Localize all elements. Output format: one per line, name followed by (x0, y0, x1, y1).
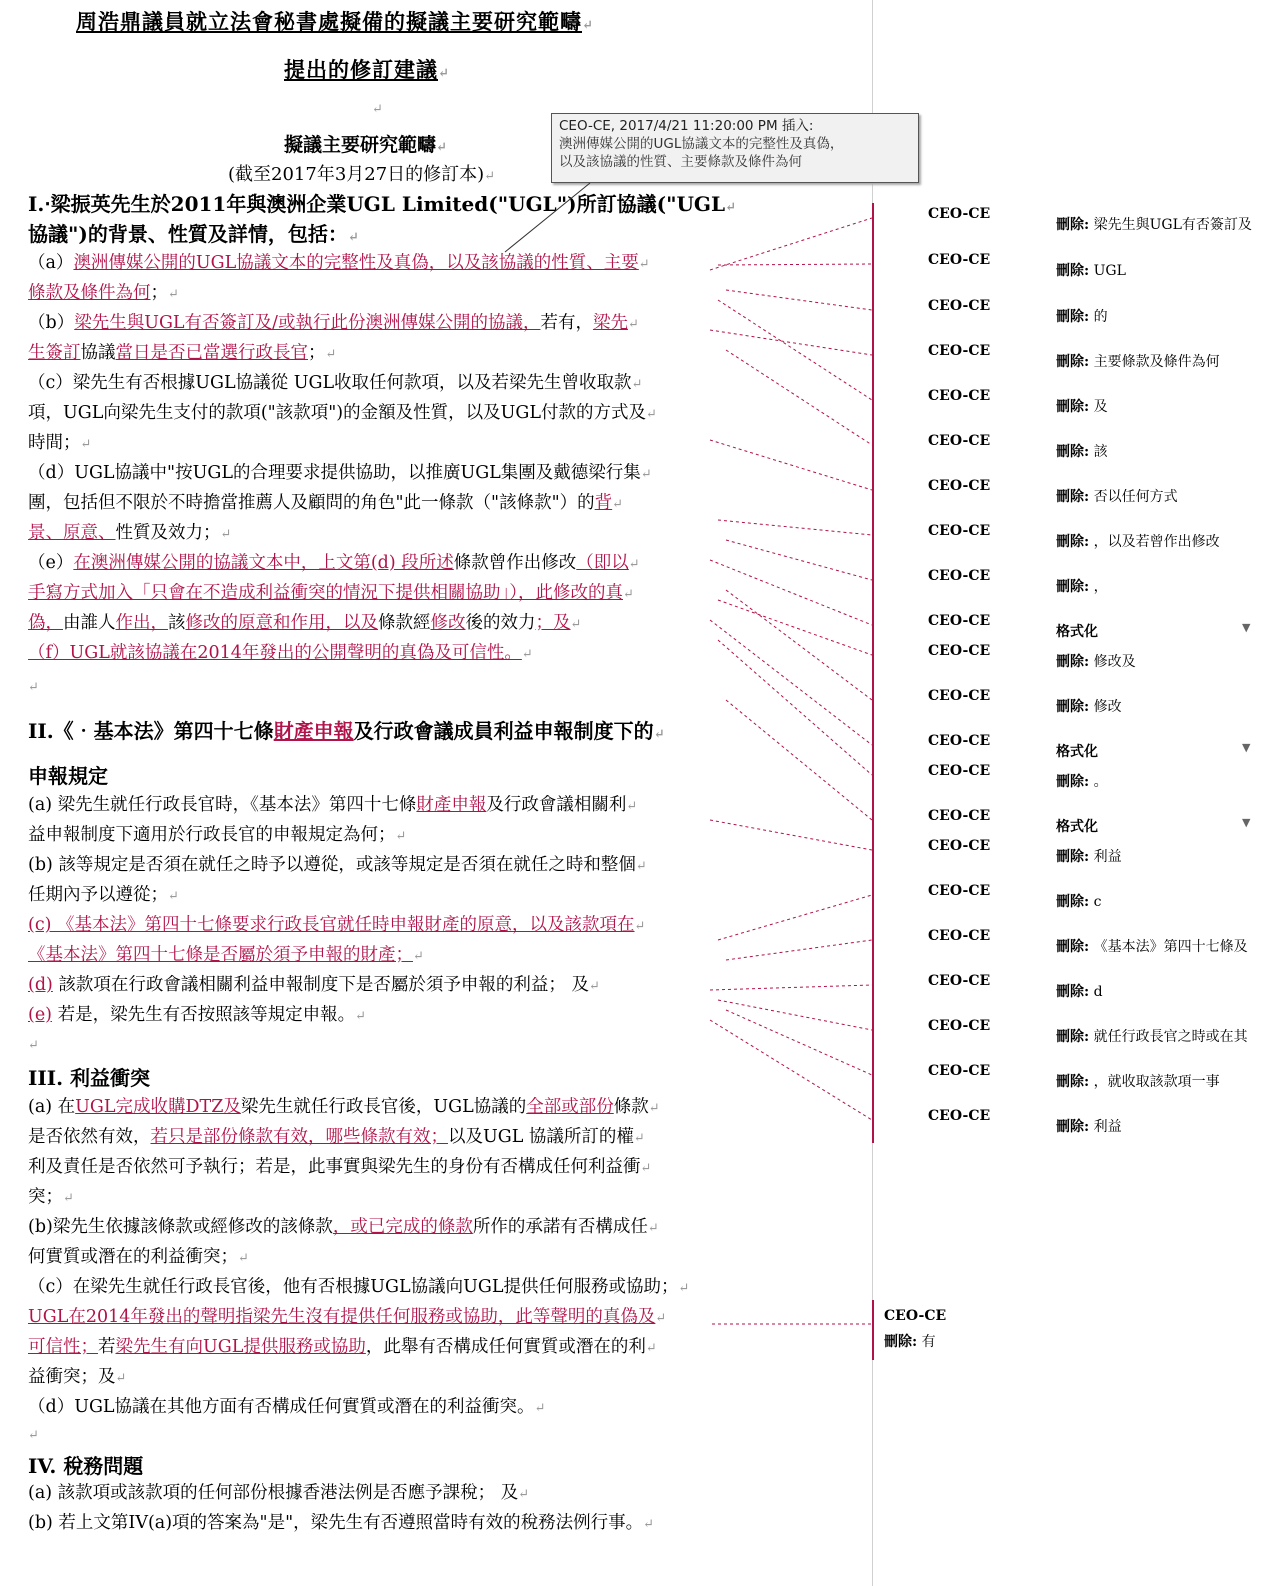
comment-leader-line (710, 330, 872, 355)
comment-author[interactable]: CEO-CE (928, 973, 991, 989)
text-run: ； (308, 343, 326, 363)
paragraph-mark: ↵ (612, 497, 624, 512)
comment-leader-line (710, 218, 872, 270)
text-run: 條款曾作出修改 (453, 553, 577, 573)
comment-author[interactable]: CEO-CE (928, 928, 991, 944)
text-run: 是否依然有效， (28, 1127, 151, 1147)
paragraph-mark: ↵ (521, 647, 533, 662)
paragraph-mark: ↵ (653, 727, 665, 742)
text-run: 該 (168, 613, 186, 633)
text-run: (b) 該等規定是否須在就任之時予以遵從，或該等規定是否須在就任之時和整個 (28, 855, 636, 875)
comment-text: 該 (1089, 444, 1108, 460)
inserted-text: 修改的原意和作用，以及 (185, 613, 378, 633)
text-run: 任期內予以遵從； (28, 885, 168, 905)
paragraph-mark: ↵ (168, 287, 179, 302)
paragraph-mark: ↵ (570, 617, 582, 632)
text-run: 後的效力 (465, 613, 536, 633)
paragraph-mark: ↵ (347, 230, 359, 245)
text-run: （b） (28, 313, 75, 333)
inserted-text: （f）UGL就該協議在2014年發出的公開聲明的真偽及可信性。 (28, 643, 522, 663)
expand-chevron-icon[interactable]: ▼ (1242, 741, 1251, 754)
comment-author[interactable]: CEO-CE (928, 613, 991, 629)
paragraph-mark: ↵ (626, 799, 638, 814)
inserted-text: UGL在2014年發出的聲明指梁先生沒有提供任何服務或協助，此等聲明的真偽及 (28, 1307, 656, 1327)
comment-text: 利益 (1089, 1119, 1122, 1135)
inserted-text: (c) 《基本法》第四十七條要求行政長官就任時申報財產的原意，以及該款項在 (28, 915, 635, 935)
text-run: 協議")的背景、性質及詳情，包括： (28, 222, 348, 246)
inserted-text: 作出， (115, 613, 168, 633)
comment-author[interactable]: CEO-CE (928, 1108, 991, 1124)
comment-text: ，以及若曾作出修改 (1089, 534, 1220, 550)
paragraph-mark: ↵ (643, 1517, 655, 1532)
expand-chevron-icon[interactable]: ▼ (1242, 621, 1251, 634)
paragraph-mark: ↵ (28, 680, 39, 695)
paragraph-mark: ↵ (635, 859, 647, 874)
comment-text: 梁先生與UGL有否簽訂及 (1089, 217, 1252, 233)
comment-author[interactable]: CEO-CE (928, 433, 991, 449)
inserted-text: 梁先生與UGL有否簽訂及/或執行此份澳洲傳媒公開的協議， (74, 313, 541, 333)
comment-label: 格式化 (1056, 624, 1098, 640)
text-run: 所作的承諾有否構成任 (472, 1217, 648, 1237)
inserted-text: UGL完成收購DTZ及 (75, 1097, 241, 1117)
text-run: II.《‧基本法》第四十七條 (28, 719, 274, 743)
bottom-comment-author[interactable]: CEO-CE (884, 1308, 947, 1324)
comment-text: 就任行政長官之時或在其 (1089, 1029, 1248, 1045)
comment-leader-line (726, 1010, 872, 1075)
paragraph-mark: ↵ (678, 1281, 690, 1296)
inserted-text: 可信性； (28, 1337, 98, 1357)
inserted-text: 條款及條件為何 (28, 283, 151, 303)
text-run: 協議 (80, 343, 116, 363)
inserted-text: （即以 (576, 553, 629, 573)
document-title: 周浩鼎議員就立法會秘書處擬備的擬議主要研究範疇↵ (76, 9, 594, 34)
comment-leader-line (710, 1020, 872, 1120)
inserted-text: (e) (28, 1005, 53, 1025)
inserted-text: 在澳洲傳媒公開的協議文本中，上文第(d) 段所述 (73, 553, 454, 573)
comment-author[interactable]: CEO-CE (928, 838, 991, 854)
text-run: 及行政會議相關利 (486, 795, 627, 815)
paragraph-mark: ↵ (725, 200, 736, 215)
paragraph-mark: ↵ (588, 979, 600, 994)
comment-text: 利益 (1089, 849, 1122, 865)
comment-text: 否以任何方式 (1089, 489, 1178, 505)
comment-leader-line (710, 620, 872, 745)
comment-label: 刪除: (1056, 354, 1090, 370)
comment-leader-line (726, 700, 872, 820)
comment-leader-line (710, 440, 872, 490)
section-2-title-cont: 申報規定 (28, 764, 108, 788)
paragraph-mark: ↵ (28, 1428, 39, 1443)
comment-label: 刪除: (1056, 309, 1090, 325)
text-run: 該款項在行政會議相關利益申報制度下是否屬於須予申報的利益； 及 (52, 975, 589, 995)
comment-author[interactable]: CEO-CE (928, 763, 991, 779)
section-4-title: IV. 稅務問題 (28, 1454, 144, 1478)
document-title-2: 提出的修訂建議↵ (284, 57, 450, 82)
comment-author[interactable]: CEO-CE (928, 883, 991, 899)
paragraph-mark: ↵ (648, 1101, 660, 1116)
text-run: ，此舉有否構成任何實質或潛在的利 (365, 1337, 646, 1357)
tooltip-body-2: 以及該協議的性質、主要條款及條件為何 (559, 154, 802, 170)
paragraph-mark: ↵ (640, 1161, 652, 1176)
paragraph-mark: ↵ (633, 1131, 645, 1146)
comment-label: 刪除: (1056, 699, 1090, 715)
inserted-text: 當日是否已當選行政長官 (115, 343, 308, 363)
comment-label: 刪除: (1056, 263, 1090, 279)
comment-text: UGL (1089, 263, 1126, 279)
comment-label: 刪除: (1056, 489, 1090, 505)
comment-author[interactable]: CEO-CE (928, 523, 991, 539)
paragraph-mark: ↵ (631, 377, 643, 392)
paragraph-mark: ↵ (395, 829, 407, 844)
comment-label: 格式化 (1056, 819, 1098, 835)
inserted-text: 生簽訂 (28, 343, 81, 363)
comment-author[interactable]: CEO-CE (928, 298, 991, 314)
comment-label: 格式化 (1056, 744, 1098, 760)
comment-leader-line (718, 520, 872, 535)
comment-leader-line (718, 300, 872, 400)
paragraph-mark: ↵ (325, 347, 337, 362)
section-3-title: III. 利益衝突 (28, 1066, 150, 1090)
comment-label: 刪除: (1056, 579, 1090, 595)
text-run: ； (150, 283, 168, 303)
text-run: 若是，梁先生有否按照該等規定申報。 (52, 1005, 356, 1025)
revision-date-note: (截至2017年3月27日的修訂本)↵ (228, 164, 496, 185)
text-run: (a) 該款項或該款項的任何部份根據香港法例是否應予課稅； 及 (28, 1483, 519, 1503)
comment-label: 刪除: (1056, 217, 1090, 233)
comment-text: 的 (1089, 309, 1108, 325)
text-run: 若有， (540, 313, 593, 333)
comment-label: 刪除: (1056, 399, 1090, 415)
comment-label: 刪除: (1056, 1029, 1090, 1045)
inserted-text: 全部或部份 (526, 1097, 614, 1117)
paragraph-mark: ↵ (640, 467, 652, 482)
comment-leader-line (718, 264, 872, 265)
comment-label: 刪除: (1056, 1119, 1090, 1135)
paragraph-mark: ↵ (628, 557, 640, 572)
comment-author[interactable]: CEO-CE (928, 478, 991, 494)
text-run: （e） (28, 553, 74, 573)
comment-author[interactable]: CEO-CE (928, 568, 991, 584)
paragraph-mark: ↵ (623, 587, 634, 602)
inserted-text: ，或已完成的條款 (332, 1217, 473, 1237)
comment-text: 及 (1089, 399, 1108, 415)
paragraph-mark: ↵ (655, 1311, 667, 1326)
inserted-text: 梁先 (592, 313, 628, 333)
paragraph-mark: ↵ (355, 1009, 366, 1024)
paragraph-mark: ↵ (238, 1251, 249, 1266)
paragraph-mark: ↵ (634, 919, 646, 934)
comment-text: ， (1089, 579, 1108, 595)
text-run: 由誰人 (63, 613, 116, 633)
paragraph-mark: ↵ (647, 1221, 659, 1236)
comment-author[interactable]: CEO-CE (928, 1063, 991, 1079)
paragraph-mark: ↵ (115, 1371, 127, 1386)
comment-author[interactable]: CEO-CE (928, 733, 991, 749)
comment-author[interactable]: CEO-CE (928, 388, 991, 404)
comment-text: 修改 (1089, 699, 1122, 715)
text-run: （c）在梁先生就任行政長官後，他有否根據UGL協議向UGL提供任何服務或協助； (28, 1277, 679, 1297)
comment-author[interactable]: CEO-CE (928, 808, 991, 824)
text-run: 時間； (28, 433, 81, 453)
comment-text: ，就收取該款項一事 (1089, 1074, 1220, 1090)
comment-label: 刪除: (1056, 654, 1090, 670)
inserted-text: 手寫方式加入「只會在不造成利益衝突的情況下提供相關協助」），此修改的真 (28, 583, 623, 603)
text-run: 團，包括但不限於不時擔當推薦人及顧問的角色"此一條款（"該條款"）的 (28, 493, 595, 513)
paragraph-mark: ↵ (534, 1401, 546, 1416)
inserted-text: 修改 (430, 613, 466, 633)
tooltip-pointer (505, 183, 590, 252)
text-run: 項，UGL向梁先生支付的款項("該款項")的金額及性質，以及UGL付款的方式及 (28, 403, 646, 423)
inserted-text: 偽， (28, 613, 63, 633)
comment-text: d (1089, 984, 1103, 1000)
paragraph-mark: ↵ (28, 1038, 39, 1053)
text-run: 益申報制度下適用於行政長官的申報規定為何； (28, 825, 396, 845)
text-run: （d）UGL協議在其他方面有否構成任何實質或潛在的利益衝突。 (28, 1397, 535, 1417)
tooltip-body-1: 澳洲傳媒公開的UGL協議文本的完整性及真偽， (559, 136, 844, 152)
text-run: 以及UGL 協議所訂的權 (448, 1127, 634, 1147)
comment-label: 刪除: (1056, 984, 1090, 1000)
text-run: (a) 梁先生就任行政長官時，《基本法》第四十七條 (28, 795, 417, 815)
comment-leader-line (718, 640, 872, 775)
paragraph-mark: ↵ (645, 1341, 657, 1356)
comment-label: 刪除: (1056, 444, 1090, 460)
comment-author[interactable]: CEO-CE (928, 252, 991, 268)
comment-leader-line (726, 940, 872, 960)
paragraph-mark: ↵ (63, 1191, 74, 1206)
inserted-text: 梁先生有向UGL提供服務或協助 (115, 1337, 366, 1357)
paragraph-mark: ↵ (220, 527, 232, 542)
comment-author[interactable]: CEO-CE (928, 1018, 991, 1034)
inserted-text: 澳洲傳媒公開的UGL協議文本的完整性及真偽，以及該協議的性質、主要 (73, 253, 639, 273)
comment-leader-line (726, 540, 872, 580)
text-run: (b) 若上文第IV(a)項的答案為"是"，梁先生有否遵照當時有效的稅務法例行事。 (28, 1513, 644, 1533)
inserted-text: 景、原意、 (28, 523, 116, 543)
comment-text: 修改及 (1089, 654, 1136, 670)
comment-label: 刪除: (1056, 894, 1090, 910)
comment-label: 刪除: (1056, 849, 1090, 865)
research-heading: 擬議主要研究範疇↵ (284, 134, 447, 156)
text-run: 利及責任是否依然可予執行；若是，此事實與梁先生的身份有否構成任何利益衝 (28, 1157, 641, 1177)
comment-leader-line (710, 820, 872, 850)
inserted-text: 《基本法》第四十七條是否屬於須予申報的財產； (28, 945, 413, 965)
text-run: I.‧梁振英先生於2011年與澳洲企業UGL Limited("UGL")所訂協議("UGL (28, 192, 726, 216)
text-run: (b)梁先生依據該條款或經修改的該條款 (28, 1217, 333, 1237)
comment-text: 主要條款及條件為何 (1089, 354, 1220, 370)
text-run: 條款經 (378, 613, 431, 633)
paragraph-mark: ↵ (372, 102, 383, 117)
inserted-text: 財產申報 (273, 719, 354, 743)
text-run: （c）梁先生有否根據UGL協議從 UGL收取任何款項，以及若梁先生曾收取款 (28, 373, 632, 393)
inserted-text: 若只是部份條款有效，哪些條款有效； (150, 1127, 448, 1147)
comment-leader-line (726, 590, 872, 700)
paragraph-mark: ↵ (168, 889, 179, 904)
comment-author[interactable]: CEO-CE (928, 343, 991, 359)
paragraph-mark: ↵ (413, 949, 424, 964)
inserted-text: 財產申報 (416, 795, 487, 815)
comment-text: c (1089, 894, 1102, 910)
comment-leader-line (710, 560, 872, 625)
text-run: (a) 在 (28, 1097, 76, 1117)
comment-author[interactable]: CEO-CE (928, 688, 991, 704)
comment-author[interactable]: CEO-CE (928, 206, 991, 222)
text-run: （a） (28, 253, 74, 273)
text-run: 突； (28, 1187, 63, 1207)
paragraph-mark: ↵ (645, 407, 657, 422)
comment-leader-line (718, 600, 872, 655)
inserted-text: (d) (28, 975, 53, 995)
tooltip-header: CEO-CE, 2017/4/21 11:20:00 PM 插入: (559, 118, 814, 134)
bottom-comment-text[interactable]: 刪除: 有 (884, 1334, 936, 1350)
text-run: 及行政會議成員利益申報制度下的 (353, 719, 654, 743)
inserted-text: ；及 (535, 613, 571, 633)
comment-leader-line (710, 985, 872, 990)
inserted-text: 背 (594, 493, 613, 513)
expand-chevron-icon[interactable]: ▼ (1242, 816, 1251, 829)
text-run: 何實質或潛在的利益衝突； (28, 1247, 238, 1267)
text-run: （d）UGL協議中"按UGL的合理要求提供協助，以推廣UGL集團及戴德梁行集 (28, 463, 641, 483)
text-run: 若 (98, 1337, 116, 1357)
text-run: 梁先生就任行政長官後，UGL協議的 (240, 1097, 527, 1117)
comment-label: 刪除: (1056, 534, 1090, 550)
comment-text: 《基本法》第四十七條及 (1089, 939, 1248, 955)
text-run: 益衝突；及 (28, 1367, 116, 1387)
comment-leader-line (726, 290, 872, 310)
comment-leader-line (718, 1000, 872, 1030)
comment-leader-line (718, 895, 872, 940)
comment-text: 。 (1089, 774, 1108, 790)
comment-leader-line (726, 350, 872, 445)
text-run: 性質及效力； (115, 523, 221, 543)
paragraph-mark: ↵ (627, 317, 639, 332)
paragraph-mark: ↵ (518, 1487, 530, 1502)
comment-label: 刪除: (1056, 1074, 1090, 1090)
text-run: 條款 (613, 1097, 649, 1117)
comment-author[interactable]: CEO-CE (928, 643, 991, 659)
paragraph-mark: ↵ (638, 257, 650, 272)
comment-label: 刪除: (1056, 939, 1090, 955)
comment-label: 刪除: (1056, 774, 1090, 790)
paragraph-mark: ↵ (80, 437, 92, 452)
